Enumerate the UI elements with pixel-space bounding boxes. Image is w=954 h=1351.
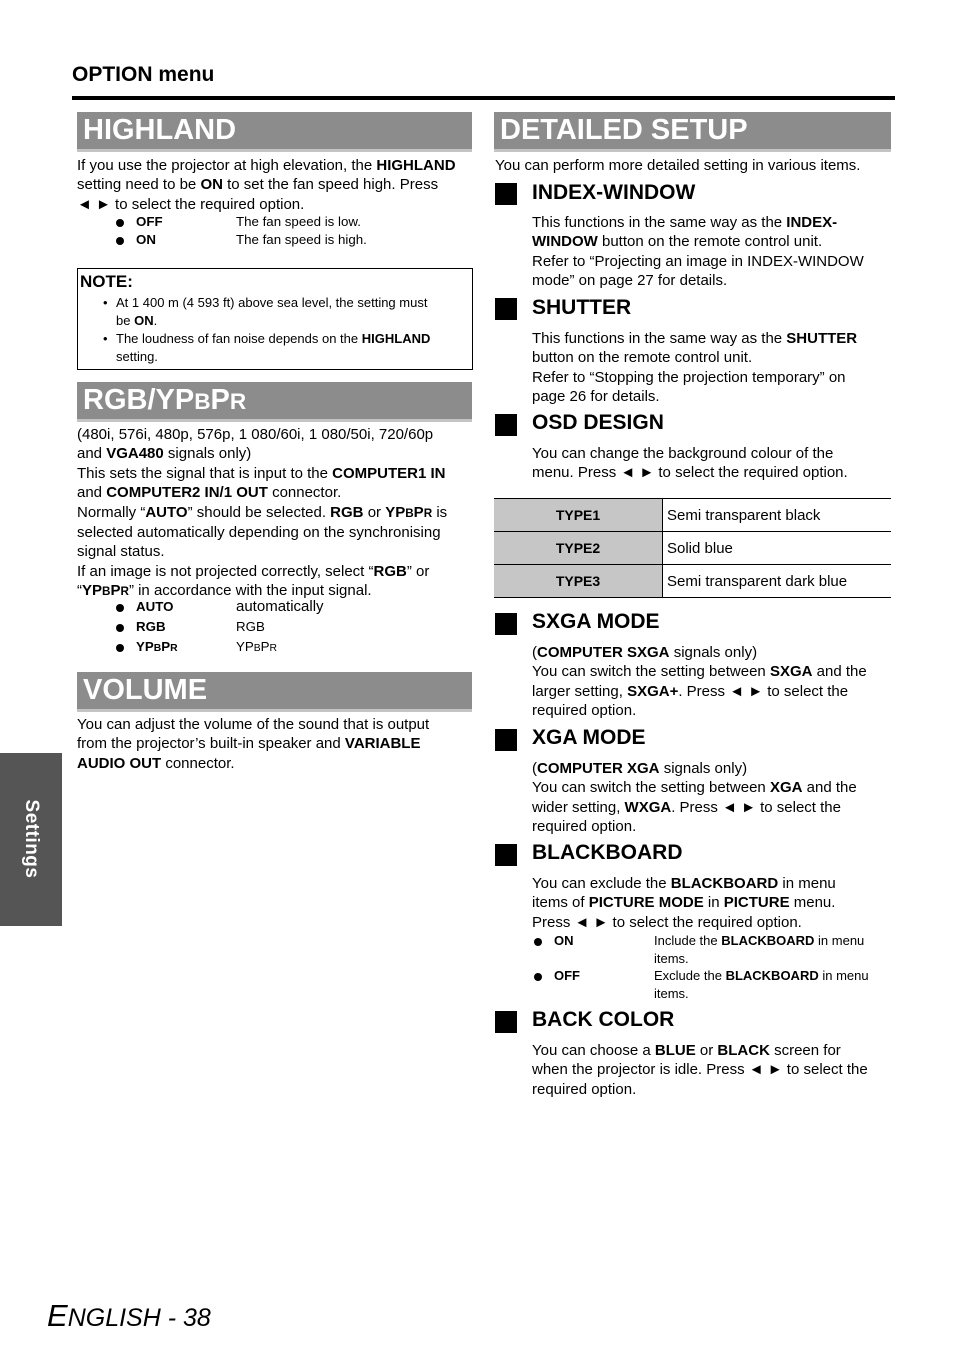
highland-heading: HIGHLAND (77, 112, 472, 152)
rgb-heading: RGB/YPBPR (77, 382, 472, 422)
bullet-icon: • (103, 295, 108, 310)
xga-mode-heading: XGA MODE (532, 726, 646, 749)
shutter-heading: SHUTTER (532, 296, 632, 319)
list-item: ON The fan speed is high. (116, 231, 466, 249)
rgb-description: (480i, 576i, 480p, 576p, 1 080/60i, 1 080/50i, 720/60p and VGA480 signals only) This sets the signal that is input to the COMPUTER1 IN and COMPUTER2 IN/1 OUT connector. Normally “AUTO” should be selected. RGB or YPBPR is selected automatically depending on the synchronising signal status. If an image is not projected correctly, select “RGB” or “YPBPR” in accordance with the input signal. (77, 426, 448, 600)
list-item: YPBPR YPBPR (116, 638, 466, 658)
list-item: ON Include the BLACKBOARD in menu items. (534, 932, 894, 967)
square-bullet-icon (495, 844, 517, 866)
volume-heading: VOLUME (77, 672, 472, 712)
index-window-description: This functions in the same way as the INDEX- WINDOW button on the remote control unit. Refer to “Projecting an image in INDEX-WINDOW mode” on page 27 for details. (532, 214, 864, 290)
list-item: OFF Exclude the BLACKBOARD in menu items. (534, 967, 894, 1002)
bullet-icon (116, 237, 124, 245)
list-item: OFF The fan speed is low. (116, 213, 466, 231)
osd-design-description: You can change the background colour of the menu. Press ◄ ► to select the required option. (532, 445, 848, 482)
table-row (494, 499, 891, 532)
bullet-icon (116, 604, 124, 612)
detailed-setup-heading: DETAILED SETUP (494, 112, 891, 152)
shutter-description: This functions in the same way as the SHUTTER button on the remote control unit. Refer to “Stopping the projection temporary” on page 26 for details. (532, 330, 858, 406)
table-cell: TYPE1 (494, 499, 663, 532)
sxga-mode-heading: SXGA MODE (532, 610, 660, 633)
bullet-icon (116, 644, 124, 652)
sxga-mode-description: (COMPUTER SXGA signals only) You can switch the setting between SXGA and the larger setting, SXGA+. Press ◄ ► to select the required option. (532, 644, 867, 720)
note-item: At 1 400 m (4 593 ft) above sea level, the setting must be ON. (116, 295, 428, 328)
bullet-icon (116, 624, 124, 632)
section-title: OPTION menu (72, 63, 215, 86)
page-number: ENGLISH - 38 (47, 1298, 211, 1333)
settings-side-tab (0, 753, 62, 926)
note-item: The loudness of fan noise depends on the HIGHLAND setting. (116, 331, 431, 364)
list-item: RGB RGB (116, 618, 466, 638)
square-bullet-icon (495, 183, 517, 205)
list-item: AUTO automatically (116, 598, 466, 618)
osd-design-table (494, 498, 891, 598)
table-row (494, 565, 891, 598)
back-color-description: You can choose a BLUE or BLACK screen for when the projector is idle. Press ◄ ► to select the required option. (532, 1042, 868, 1098)
square-bullet-icon (495, 729, 517, 751)
detailed-intro: You can perform more detailed setting in various items. (495, 157, 861, 174)
bullet-icon: • (103, 331, 108, 346)
volume-description: You can adjust the volume of the sound that is output from the projector’s built-in speaker and VARIABLE AUDIO OUT connector. (77, 716, 430, 772)
table-row (494, 532, 891, 565)
table-cell: Semi transparent black (663, 499, 892, 532)
square-bullet-icon (495, 298, 517, 320)
index-window-heading: INDEX-WINDOW (532, 181, 696, 204)
side-tab-label: Settings (21, 799, 42, 879)
table-cell: TYPE2 (494, 532, 663, 565)
osd-design-heading: OSD DESIGN (532, 411, 664, 434)
square-bullet-icon (495, 1011, 517, 1033)
bullet-icon (534, 938, 542, 946)
square-bullet-icon (495, 613, 517, 635)
blackboard-options (534, 932, 894, 1002)
rgb-options (116, 598, 466, 658)
blackboard-description: You can exclude the BLACKBOARD in menu items of PICTURE MODE in PICTURE menu. Press ◄ ► to select the required option. (532, 875, 836, 931)
blackboard-heading: BLACKBOARD (532, 841, 683, 864)
note-title: NOTE: (80, 272, 133, 291)
bullet-icon (116, 219, 124, 227)
table-cell: Semi transparent dark blue (663, 565, 892, 598)
bullet-icon (534, 973, 542, 981)
xga-mode-description: (COMPUTER XGA signals only) You can switch the setting between XGA and the wider setting, WXGA. Press ◄ ► to select the required option. (532, 760, 857, 836)
highland-description: If you use the projector at high elevation, the HIGHLAND setting need to be ON to set the fan speed high. Press ◄ ► to select the required option. (77, 157, 456, 213)
table-cell: Solid blue (663, 532, 892, 565)
square-bullet-icon (495, 414, 517, 436)
highland-options (116, 213, 466, 249)
table-cell: TYPE3 (494, 565, 663, 598)
header-rule (72, 96, 895, 100)
back-color-heading: BACK COLOR (532, 1008, 675, 1031)
